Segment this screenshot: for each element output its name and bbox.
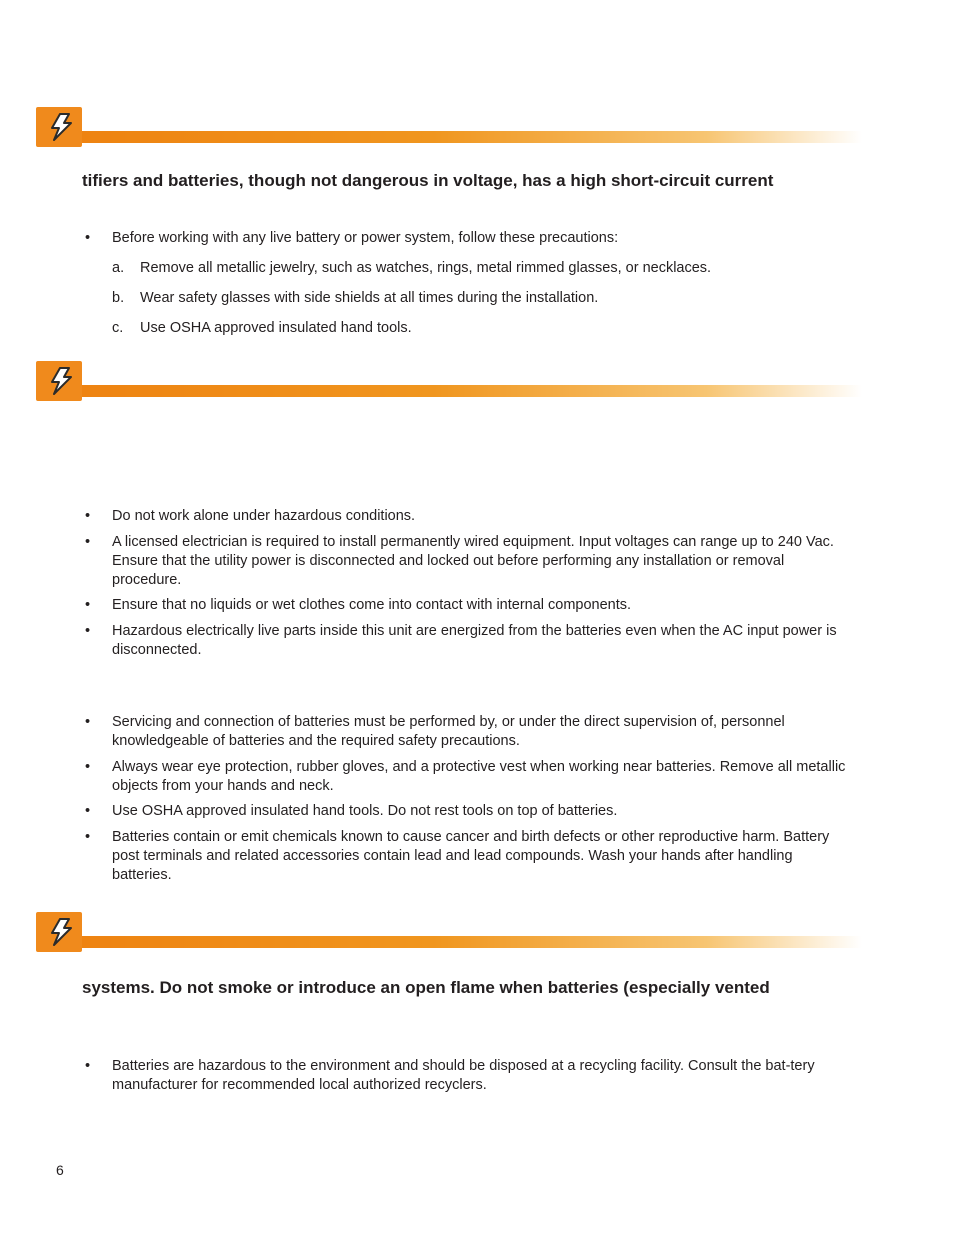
section-divider-bar (82, 385, 862, 397)
section-divider-bar (82, 131, 862, 143)
section-3-heading: systems. Do not smoke or introduce an open flame when batteries (especially vented (82, 978, 770, 997)
sub-list-text: Wear safety glasses with side shields at all times during the installation. (140, 290, 599, 306)
section-2-bullet-list-batteries (82, 713, 852, 891)
list-item: • Use OSHA approved insulated hand tools. Do not rest tools on top of batteries. (82, 802, 852, 821)
sub-list-marker: c. (112, 320, 124, 336)
lightning-bolt-icon (43, 366, 75, 396)
list-item-text: Before working with any live battery or power system, follow these precautions: (112, 230, 619, 246)
sub-list-text: Use OSHA approved insulated hand tools. (140, 320, 412, 336)
sub-list-marker: a. (112, 260, 125, 276)
high-voltage-warning-icon (36, 107, 82, 147)
list-item: • A licensed electrician is required to install permanently wired equipment. Input voltages can range up to 240 Vac. Ensure that the utility power is disconnected and locked out before performing any installation or removal procedure. (82, 533, 852, 590)
page-number: 6 (56, 1162, 64, 1178)
list-item (82, 229, 852, 338)
sub-list-marker: b. (112, 290, 125, 306)
lightning-bolt-icon (43, 112, 75, 142)
section-1-bullet-list (82, 229, 852, 349)
section-2-bullet-list-electrical (82, 507, 852, 666)
list-item: • Hazardous electrically live parts inside this unit are energized from the batteries even when the AC input power is disconnected. (82, 622, 852, 660)
list-item: • Do not work alone under hazardous conditions. (82, 507, 852, 526)
section-1-heading: tifiers and batteries, though not dangerous in voltage, has a high short-circuit current (82, 171, 774, 190)
list-item: • Always wear eye protection, rubber gloves, and a protective vest when working near batteries. Remove all metallic objects from your hands and neck. (82, 758, 852, 796)
list-item: • Servicing and connection of batteries must be performed by, or under the direct supervision of, personnel knowledgeable of batteries and the required safety precautions. (82, 713, 852, 751)
precautions-sublist (112, 259, 852, 338)
high-voltage-warning-icon (36, 361, 82, 401)
high-voltage-warning-icon (36, 912, 82, 952)
sub-list-item (112, 259, 852, 278)
section-3-bullet-list (82, 1057, 852, 1102)
lightning-bolt-icon (43, 917, 75, 947)
section-divider-bar (82, 936, 862, 948)
list-item: • Ensure that no liquids or wet clothes come into contact with internal components. (82, 596, 852, 615)
sub-list-text: Remove all metallic jewelry, such as watches, rings, metal rimmed glasses, or necklaces. (140, 260, 712, 276)
sub-list-item (112, 319, 852, 338)
sub-list-item (112, 289, 852, 308)
list-item: • Batteries are hazardous to the environment and should be disposed at a recycling facility. Consult the bat-tery manufacturer for recommended local authorized recyclers. (82, 1057, 852, 1095)
list-item: • Batteries contain or emit chemicals known to cause cancer and birth defects or other reproductive harm. Battery post terminals and related accessories contain lead and lead compounds. Wash your hands after handling batteries. (82, 828, 852, 885)
